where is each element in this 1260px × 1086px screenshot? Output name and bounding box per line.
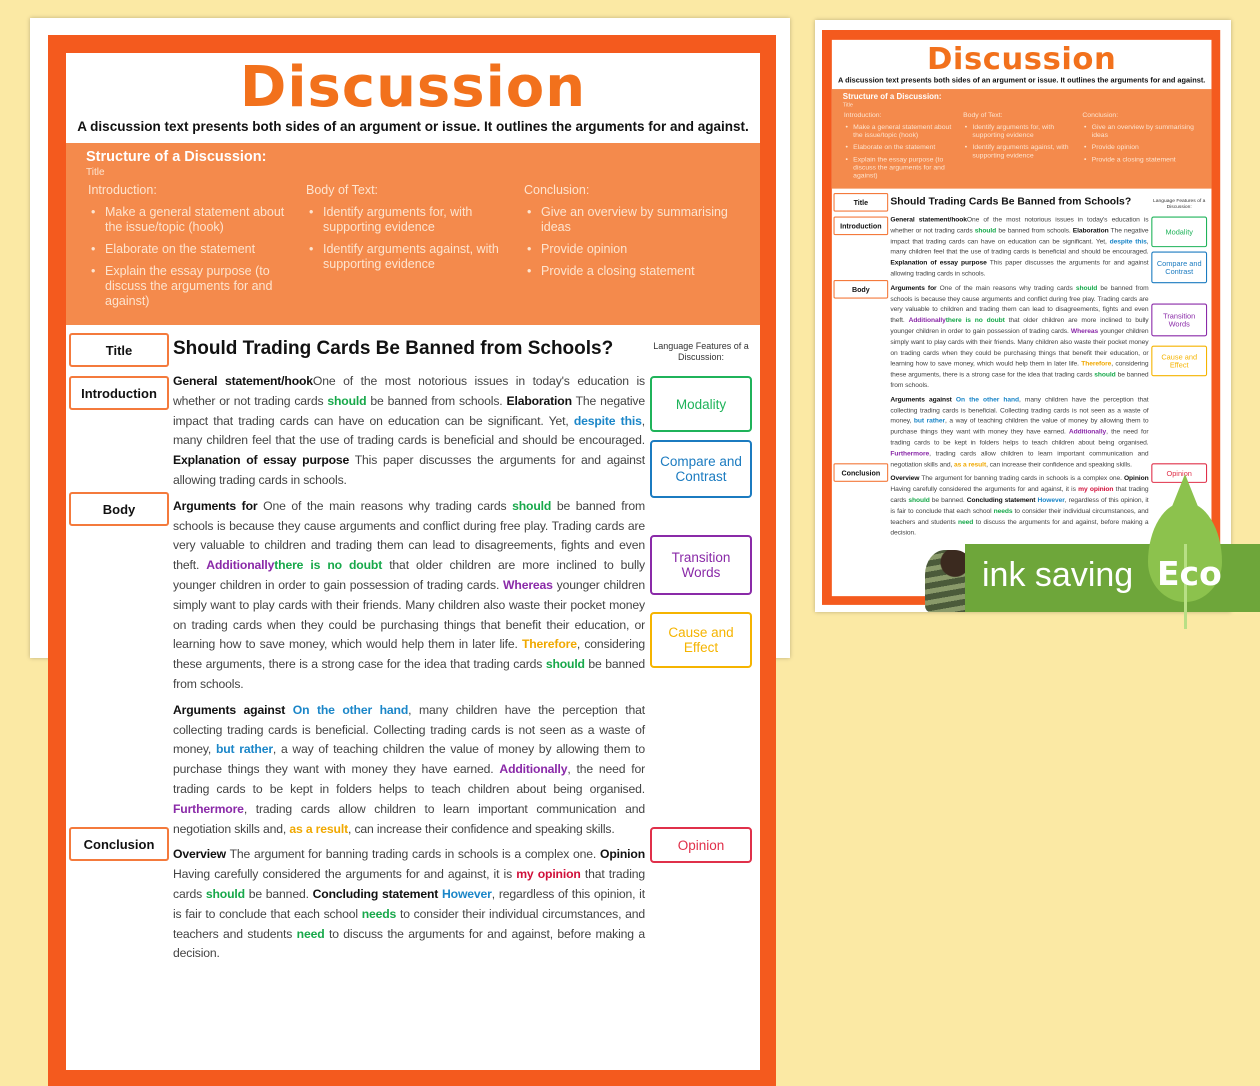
paragraph-text: , regardless of this opinion, it is fair to conclude that each school: [173, 886, 645, 921]
structure-list-item: • Make a general statement about the issue/topic (hook): [844, 123, 959, 139]
paragraph-text: to discuss the arguments for and against, before making a decision.: [890, 517, 1149, 537]
paragraph-text: , regardless of this opinion, it is fair to conclude that each school: [890, 496, 1149, 515]
highlighted-phrase: as a result: [954, 460, 987, 468]
feature-box-compare-and-contrast: Compare and Contrast: [650, 440, 752, 498]
paragraph-text: , considering these arguments, there is a strong case for the idea that trading cards: [890, 359, 1149, 378]
highlighted-phrase: Opinion: [600, 847, 645, 862]
highlighted-phrase: despite this: [1109, 237, 1147, 245]
structure-list-item: • Provide opinion: [1082, 143, 1197, 151]
structure-list: [524, 205, 734, 279]
highlighted-phrase: On the other hand: [955, 395, 1020, 403]
paragraph-text: be banned from schools.: [366, 393, 507, 408]
structure-heading: Structure of a Discussion:: [86, 149, 267, 165]
feature-box-opinion: Opinion: [1151, 463, 1207, 483]
structure-column-heading: Conclusion:: [524, 183, 590, 197]
highlighted-phrase: should: [908, 496, 930, 504]
paragraph-text: be banned.: [244, 886, 313, 901]
highlighted-phrase: However: [442, 886, 492, 901]
structure-list-item: • Identify arguments for, with supporting evidence: [963, 123, 1078, 139]
paragraph-text: that older children are more inclined to bully younger children in order to gain possession of trading cards.: [173, 558, 645, 592]
highlighted-phrase: Therefore: [1081, 359, 1112, 368]
paragraph-text: , many children feel that the use of trading cards is beneficial and should be encouraged.: [890, 237, 1149, 256]
paragraph-text: be banned from schools is because they cause arguments and conflict during free play. Trading cards are very valuable to children and trading them can lead to disagreements, fights and even theft.: [173, 498, 645, 573]
paragraph-text: One of the main reasons why trading cards: [936, 283, 1076, 292]
structure-box: [832, 89, 1212, 189]
essay-text: [173, 372, 645, 970]
paragraph-text: , trading cards allow children to learn important communication and negotiation skills and,: [173, 801, 645, 836]
paragraph-arguments-against: [890, 394, 1148, 470]
structure-list-item: • Identify arguments against, with supporting evidence: [963, 143, 1078, 159]
feature-box-transition-words: Transition Words: [1151, 304, 1207, 337]
structure-list: [88, 205, 298, 309]
essay-title: Should Trading Cards Be Banned from Schools?: [173, 338, 614, 359]
feature-box-compare-and-contrast: Compare and Contrast: [1151, 252, 1207, 284]
essay-text: [890, 214, 1148, 541]
structure-list: [1082, 123, 1197, 163]
highlighted-phrase: should: [327, 393, 367, 408]
paragraph-text: be banned from schools.: [890, 370, 1149, 389]
eco-label: Eco: [1157, 554, 1222, 593]
paragraph-text: be banned from schools is because they cause arguments and conflict during free play. Trading cards are very valuable to children and trading them can lead to disagreements, fights and even theft.: [890, 283, 1149, 324]
highlighted-phrase: On the other hand: [292, 702, 409, 717]
structure-title-item: Title: [842, 102, 853, 109]
paragraph-arguments-for: [173, 497, 645, 695]
paragraph-text: younger children simply want to play cards with their friends. Many children also waste their pocket money on trading cards when they could be purchasing things that benefit their education, or learning how to save money, which would help them in later life.: [173, 577, 645, 652]
paragraph-text: to consider their individual circumstances, and teachers and students: [173, 906, 645, 941]
paragraph-text: This paper discusses the arguments for and against allowing trading cards in schools.: [173, 453, 645, 487]
structure-column-heading: Introduction:: [88, 183, 157, 197]
paragraph-arguments-for: [890, 283, 1148, 391]
label-introduction: Introduction: [833, 217, 888, 236]
paragraph-text: , the need for trading cards to be kept in folders helps to teach children about being organised.: [890, 427, 1149, 447]
structure-list-item: • Elaborate on the statement: [844, 143, 959, 151]
highlighted-phrase: as a result: [289, 821, 348, 836]
paragraph-text: The argument for banning trading cards in schools is a complex one.: [226, 847, 601, 862]
structure-list-item: • Explain the essay purpose (to discuss the arguments for and against): [844, 155, 959, 180]
structure-column: [963, 111, 1078, 164]
paragraph-text: that older children are more inclined to bully younger children in order to gain possession of trading cards.: [890, 316, 1149, 335]
structure-column-heading: Body of Text:: [306, 183, 379, 197]
features-heading: Language Features of a Discussion:: [1153, 197, 1206, 209]
highlighted-phrase: needs: [993, 506, 1013, 515]
paragraph-text: , many children have the perception that collecting trading cards is beneficial. Collecting trading cards is not seen as a waste of money,: [890, 395, 1149, 425]
label-title: Title: [833, 193, 888, 212]
paragraph-text: that trading cards: [173, 867, 646, 901]
paragraph-text: be banned.: [929, 496, 967, 504]
structure-heading: Structure of a Discussion:: [842, 92, 942, 102]
highlighted-phrase: there is no doubt: [274, 558, 383, 573]
highlighted-phrase: need: [296, 926, 325, 941]
paragraph-text: The argument for banning trading cards in schools is a complex one.: [919, 474, 1124, 483]
essay-title: Should Trading Cards Be Banned from Schools?: [890, 195, 1132, 208]
structure-column-heading: Conclusion:: [1082, 110, 1119, 119]
highlighted-phrase: Therefore: [521, 637, 577, 652]
highlighted-phrase: need: [958, 517, 974, 526]
ink-saving-text: ink saving: [982, 556, 1134, 594]
structure-list-item: • Elaborate on the statement: [88, 242, 298, 257]
label-title: Title: [69, 333, 169, 367]
highlighted-phrase: should: [974, 226, 997, 234]
highlighted-phrase: but rather: [913, 416, 946, 425]
paragraph-text: , many children have the perception that collecting trading cards is beneficial. Collecting trading cards is not seen as a waste of money,: [173, 702, 645, 757]
document-title: Discussion: [239, 55, 587, 120]
highlighted-phrase: Furthermore: [890, 449, 930, 458]
structure-column: [844, 111, 959, 184]
paragraph-text: that trading cards: [890, 485, 1149, 504]
highlighted-phrase: needs: [361, 906, 397, 921]
highlighted-phrase: Arguments against: [890, 395, 952, 403]
structure-list: [963, 123, 1078, 160]
highlighted-phrase: Elaboration: [506, 393, 572, 408]
highlighted-phrase: General statement/hook: [173, 374, 313, 388]
structure-list-item: • Identify arguments for, with supporting evidence: [306, 205, 516, 235]
paragraph-text: , a way of teaching children the value of money by allowing them to purchase things they want with money they have earned.: [173, 742, 645, 777]
highlighted-phrase: Explanation of essay purpose: [890, 258, 987, 267]
paragraph-text: younger children simply want to play cards with their friends. Many children also waste their pocket money on trading cards when they could be purchasing things that benefit their education, or learning how to save money, which would help them in later life.: [890, 327, 1149, 368]
feature-box-cause-and-effect: Cause and Effect: [1151, 346, 1207, 377]
label-body: Body: [833, 280, 888, 299]
document-title: Discussion: [926, 40, 1117, 77]
paragraph-text: , many children feel that the use of trading cards is beneficial and should be encouraged.: [173, 413, 646, 448]
highlighted-phrase: should: [1075, 283, 1098, 292]
paragraph-text: [285, 703, 293, 717]
highlighted-phrase: Overview: [890, 474, 920, 483]
paragraph-text: The negative impact that trading cards can have on education can be significant. Yet,: [173, 393, 645, 428]
highlighted-phrase: should: [205, 886, 245, 901]
highlighted-phrase: Additionally: [908, 316, 946, 324]
document-body: [66, 53, 760, 1070]
discussion-poster-large: [48, 35, 776, 1086]
structure-column-heading: Body of Text:: [963, 110, 1003, 119]
highlighted-phrase: Overview: [173, 847, 227, 862]
label-introduction: Introduction: [69, 376, 169, 410]
highlighted-phrase: Concluding statement: [312, 886, 439, 901]
paragraph-text: , trading cards allow children to learn important communication and negotiation skills and,: [890, 449, 1149, 468]
highlighted-phrase: Arguments for: [173, 498, 258, 513]
structure-list-item: • Give an overview by summarising ideas: [524, 205, 734, 235]
paragraph-introduction: [890, 214, 1148, 279]
highlighted-phrase: despite this: [573, 413, 642, 428]
structure-list-item: • Identify arguments against, with supporting evidence: [306, 242, 516, 272]
structure-column: [1082, 111, 1197, 167]
paragraph-text: One of the most notorious issues in today's education is whether or not trading cards: [890, 215, 1149, 234]
feature-box-opinion: Opinion: [650, 827, 752, 863]
paragraph-text: , the need for trading cards to be kept in folders helps to teach children about being organised.: [173, 762, 645, 796]
highlighted-phrase: Whereas: [1070, 327, 1099, 335]
document-body: [832, 40, 1212, 596]
highlighted-phrase: my opinion: [516, 867, 581, 882]
highlighted-phrase: Opinion: [1123, 474, 1149, 483]
paragraph-text: This paper discusses the arguments for and against allowing trading cards in schools.: [890, 258, 1149, 278]
structure-column-heading: Introduction:: [843, 110, 882, 119]
highlighted-phrase: should: [1094, 370, 1116, 378]
highlighted-phrase: Concluding statement: [966, 496, 1036, 504]
paragraph-text: be banned from schools.: [173, 657, 646, 691]
structure-column: [306, 183, 516, 279]
highlighted-phrase: my opinion: [1078, 485, 1114, 493]
document-intro: A discussion text presents both sides of an argument or issue. It outlines the arguments for and against.: [837, 75, 1206, 85]
highlighted-phrase: Arguments against: [173, 702, 286, 717]
structure-box: [66, 143, 760, 325]
paragraph-text: to consider their individual circumstances, and teachers and students: [890, 506, 1149, 526]
document-intro: A discussion text presents both sides of an argument or issue. It outlines the arguments for and against.: [77, 119, 749, 134]
structure-column: [524, 183, 734, 286]
paragraph-text: Having carefully considered the arguments for and against, it is: [173, 867, 517, 882]
highlighted-phrase: but rather: [215, 742, 273, 757]
structure-list-item: • Provide a closing statement: [1082, 155, 1197, 163]
paragraph-text: , can increase their confidence and speaking skills.: [986, 460, 1132, 468]
structure-list-item: • Give an overview by summarising ideas: [1082, 123, 1197, 139]
paragraph-arguments-against: [173, 701, 645, 840]
label-conclusion: Conclusion: [833, 463, 888, 482]
paragraph-introduction: [173, 372, 645, 491]
structure-title-item: Title: [86, 167, 105, 178]
highlighted-phrase: Additionally: [206, 558, 275, 573]
feature-box-modality: Modality: [1151, 217, 1207, 248]
paragraph-text: Having carefully considered the arguments for and against, it is: [890, 485, 1079, 493]
highlighted-phrase: General statement/hook: [890, 215, 967, 224]
highlighted-phrase: Elaboration: [1072, 226, 1109, 234]
structure-column: [88, 183, 298, 316]
structure-list-item: • Explain the essay purpose (to discuss the arguments for and against): [88, 264, 298, 309]
label-body: Body: [69, 492, 169, 526]
highlighted-phrase: Explanation of essay purpose: [173, 453, 350, 468]
label-conclusion: Conclusion: [69, 827, 169, 861]
paragraph-text: be banned from schools.: [996, 226, 1073, 234]
paragraph-conclusion: [890, 473, 1148, 538]
highlighted-phrase: Furthermore: [173, 801, 244, 816]
paragraph-conclusion: [173, 845, 645, 964]
paragraph-text: , can increase their confidence and speaking skills.: [347, 821, 615, 836]
highlighted-phrase: Additionally: [1068, 427, 1107, 436]
paragraph-text: One of the most notorious issues in today's education is whether or not trading cards: [173, 374, 645, 408]
feature-box-cause-and-effect: Cause and Effect: [650, 612, 752, 668]
structure-list: [844, 123, 959, 180]
highlighted-phrase: Whereas: [503, 577, 553, 592]
features-heading: Language Features of a Discussion:: [653, 341, 749, 362]
paragraph-text: , a way of teaching children the value of money by allowing them to purchase things they want with money they have earned.: [890, 416, 1149, 436]
structure-list-item: • Make a general statement about the issue/topic (hook): [88, 205, 298, 235]
structure-list-item: • Provide opinion: [524, 242, 734, 257]
highlighted-phrase: However: [1037, 496, 1065, 504]
feature-box-transition-words: Transition Words: [650, 535, 752, 595]
paragraph-text: to discuss the arguments for and against, before making a decision.: [173, 926, 645, 961]
highlighted-phrase: should: [512, 498, 552, 513]
highlighted-phrase: Additionally: [499, 762, 568, 777]
highlighted-phrase: Arguments for: [890, 283, 937, 292]
highlighted-phrase: there is no doubt: [945, 316, 1005, 324]
structure-list-item: • Provide a closing statement: [524, 264, 734, 279]
feature-box-modality: Modality: [650, 376, 752, 432]
paragraph-text: One of the main reasons why trading cards: [257, 498, 513, 513]
paragraph-text: , considering these arguments, there is a strong case for the idea that trading cards: [173, 637, 646, 672]
structure-list: [306, 205, 516, 272]
paragraph-text: The negative impact that trading cards can have on education can be significant. Yet,: [890, 226, 1149, 245]
highlighted-phrase: should: [545, 657, 585, 672]
